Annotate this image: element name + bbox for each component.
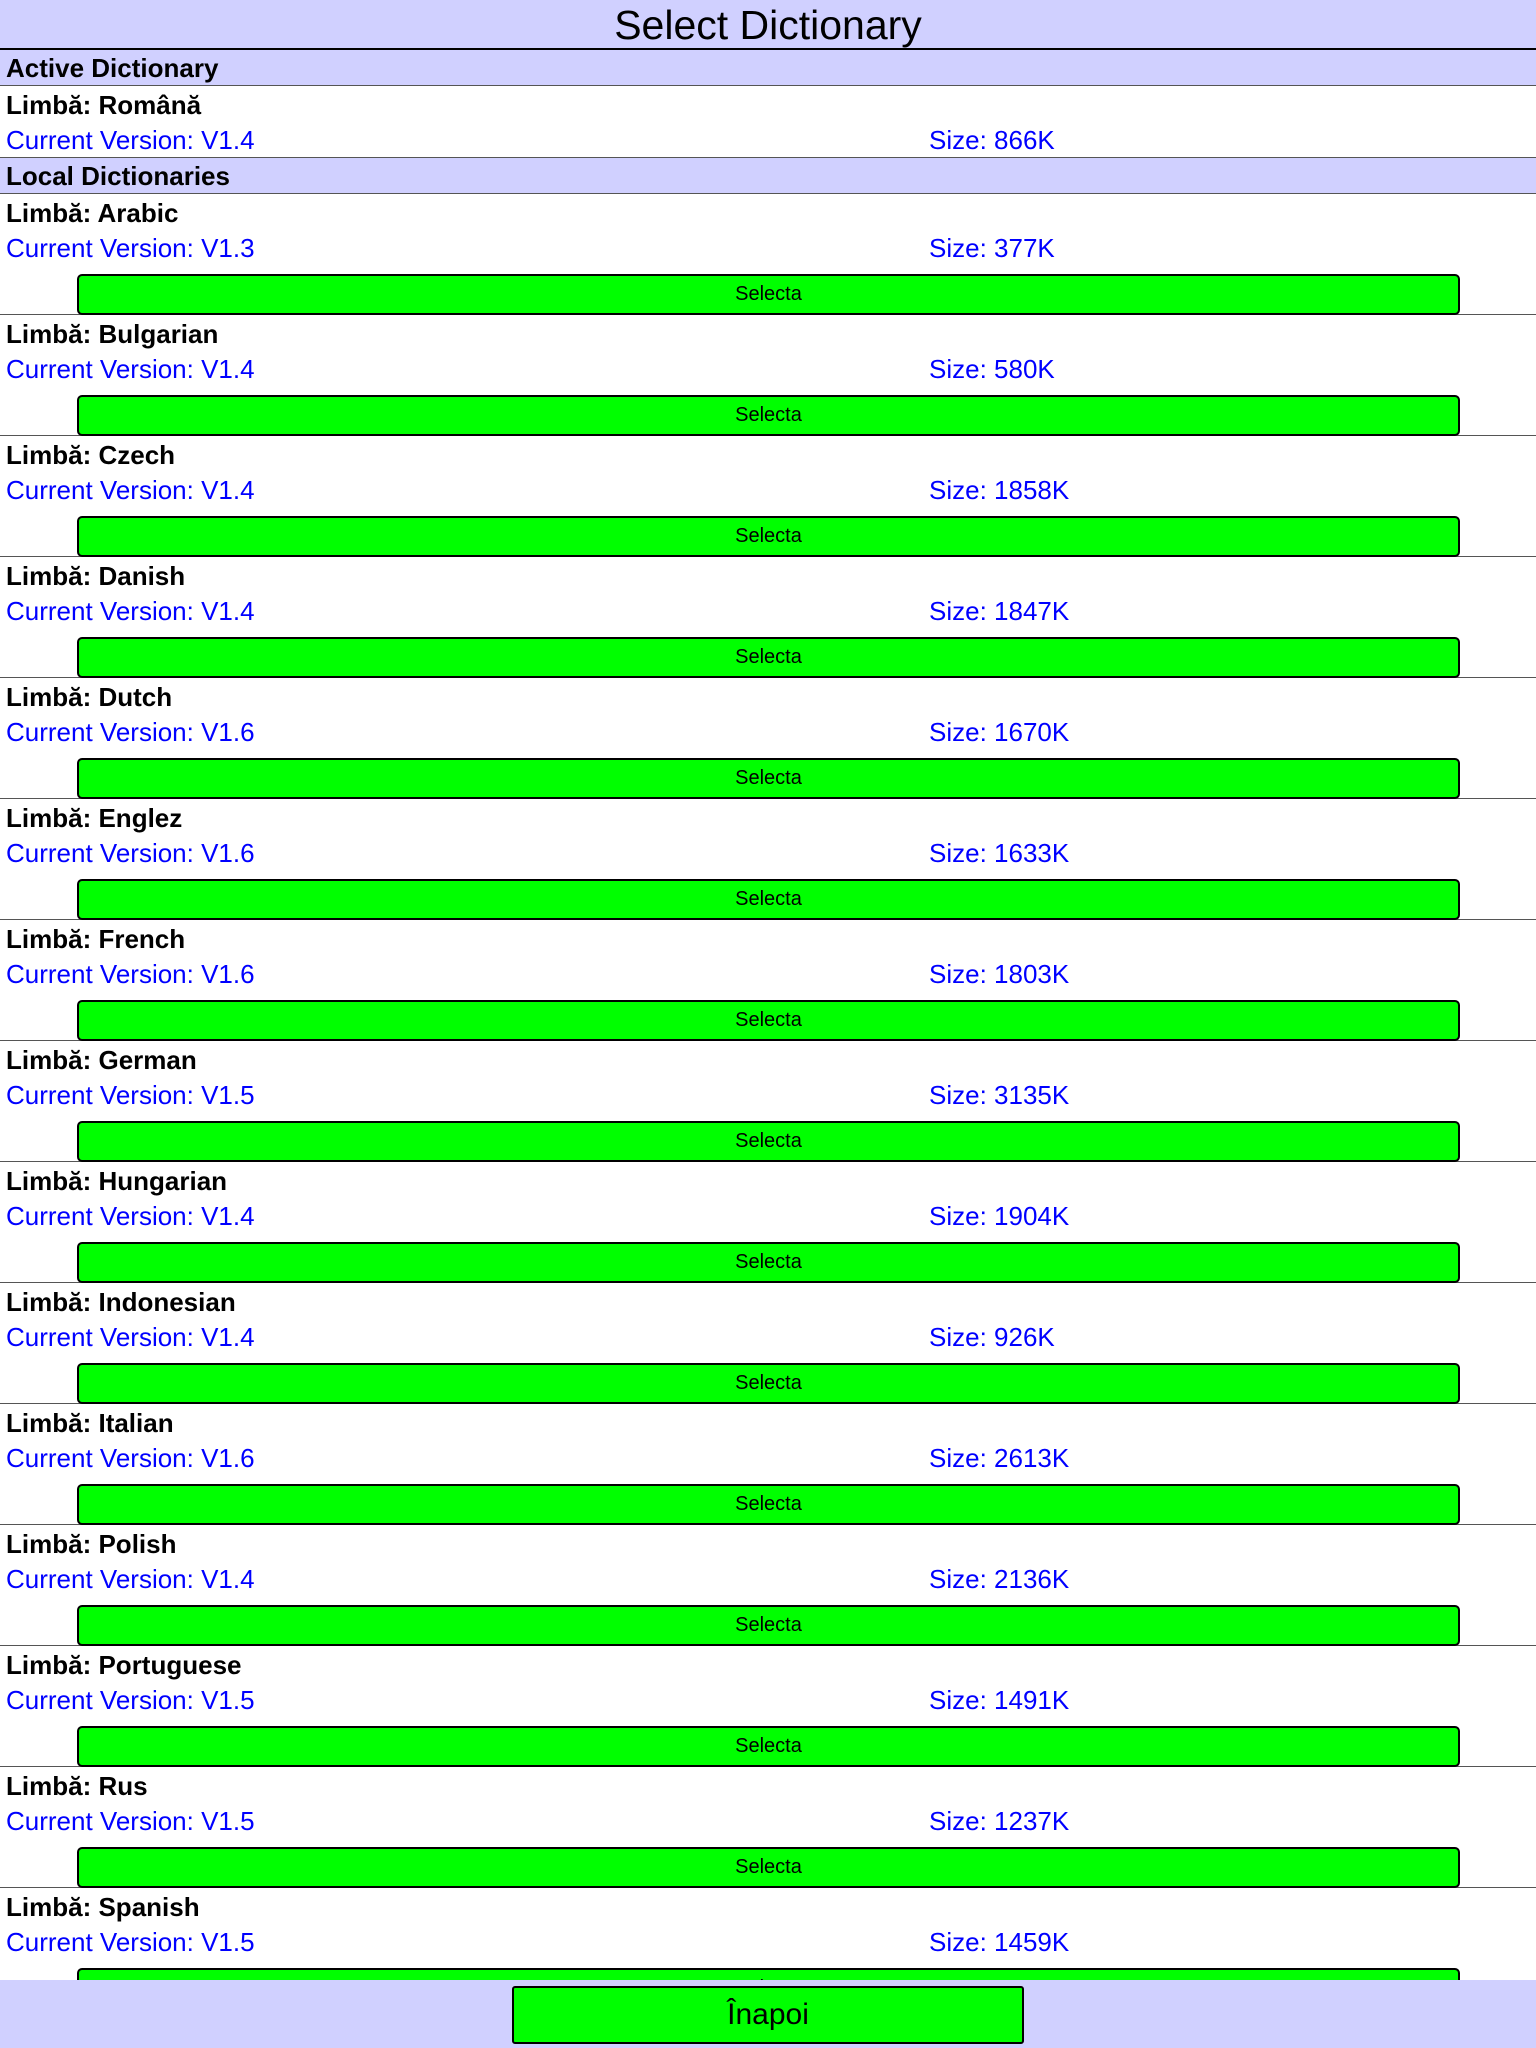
dictionary-version: Current Version: V1.4 (6, 1322, 255, 1352)
language-prefix: Limbă: (6, 682, 92, 712)
dictionary-size: Size: 2613K (929, 1443, 1070, 1473)
language-name: Dutch (98, 682, 173, 712)
active-version: Current Version: V1.4 (6, 125, 255, 155)
dictionary-size: Size: 2136K (929, 1564, 1070, 1594)
dictionary-item (0, 557, 1536, 678)
footer-bar (0, 1980, 1536, 2048)
select-button[interactable]: Selecta (77, 1121, 1460, 1162)
dictionary-language (6, 1043, 197, 1077)
dictionary-item (0, 799, 1536, 920)
dictionary-language (6, 1285, 236, 1319)
language-prefix: Limbă: (6, 1771, 92, 1801)
language-prefix: Limbă: (6, 924, 92, 954)
local-dictionaries-list (0, 194, 1536, 2009)
dictionary-item (0, 1525, 1536, 1646)
dictionary-language (6, 196, 178, 230)
dictionary-item (0, 194, 1536, 315)
dictionary-item (0, 678, 1536, 799)
dictionary-version: Current Version: V1.4 (6, 354, 255, 384)
dictionary-version: Current Version: V1.4 (6, 475, 255, 505)
language-prefix: Limbă: (6, 1892, 92, 1922)
select-button[interactable]: Selecta (77, 1242, 1460, 1283)
language-name: French (98, 924, 186, 954)
select-button[interactable]: Selecta (77, 1605, 1460, 1646)
dictionary-size: Size: 1904K (929, 1201, 1070, 1231)
language-prefix: Limbă: (6, 561, 92, 591)
dictionary-version: Current Version: V1.4 (6, 596, 255, 626)
dictionary-version: Current Version: V1.6 (6, 959, 255, 989)
dictionary-language (6, 1527, 176, 1561)
dictionary-size: Size: 1847K (929, 596, 1070, 626)
language-prefix: Limbă: (6, 319, 92, 349)
active-language (6, 88, 201, 122)
language-prefix: Limbă: (6, 1650, 92, 1680)
dictionary-version: Current Version: V1.3 (6, 233, 255, 263)
dictionary-size: Size: 1633K (929, 838, 1070, 868)
language-name: Italian (98, 1408, 174, 1438)
language-name: Arabic (97, 198, 179, 228)
language-prefix: Limbă: (6, 1408, 92, 1438)
active-dictionary-header: Active Dictionary (0, 50, 1536, 86)
language-prefix: Limbă: (6, 1287, 92, 1317)
dictionary-language (6, 317, 218, 351)
language-name: Spanish (98, 1892, 200, 1922)
select-button[interactable]: Selecta (77, 879, 1460, 920)
language-prefix: Limbă: (6, 440, 92, 470)
language-prefix: Limbă: (6, 198, 92, 228)
select-button[interactable]: Selecta (77, 516, 1460, 557)
language-name: Hungarian (98, 1166, 228, 1196)
dictionary-language (6, 922, 185, 956)
language-prefix: Limbă: (6, 803, 92, 833)
language-name: Polish (98, 1529, 177, 1559)
language-name: Indonesian (98, 1287, 236, 1317)
language-name: Română (98, 90, 202, 120)
language-name: Rus (98, 1771, 148, 1801)
dictionary-version: Current Version: V1.5 (6, 1080, 255, 1110)
dictionary-item (0, 315, 1536, 436)
language-prefix: Limbă: (6, 90, 92, 120)
dictionary-language (6, 1769, 148, 1803)
dictionary-item (0, 1404, 1536, 1525)
dictionary-version: Current Version: V1.5 (6, 1685, 255, 1715)
dictionary-size: Size: 1858K (929, 475, 1070, 505)
language-name: Englez (98, 803, 183, 833)
dictionary-version: Current Version: V1.5 (6, 1806, 255, 1836)
active-dictionary-entry (0, 86, 1536, 158)
dictionary-language (6, 1164, 227, 1198)
dictionary-language (6, 559, 185, 593)
dictionary-language (6, 438, 175, 472)
back-button[interactable]: Înapoi (512, 1986, 1024, 2044)
language-name: Danish (98, 561, 186, 591)
select-button[interactable]: Selecta (77, 1000, 1460, 1041)
dictionary-size: Size: 1491K (929, 1685, 1070, 1715)
dictionary-language (6, 1406, 174, 1440)
active-size: Size: 866K (929, 125, 1055, 155)
select-button[interactable]: Selecta (77, 1726, 1460, 1767)
dictionary-size: Size: 1459K (929, 1927, 1070, 1957)
dictionary-language (6, 801, 182, 835)
dictionary-list[interactable] (0, 50, 1536, 1980)
language-prefix: Limbă: (6, 1045, 92, 1075)
dictionary-size: Size: 3135K (929, 1080, 1070, 1110)
select-button[interactable]: Selecta (77, 758, 1460, 799)
local-dictionaries-header: Local Dictionaries (0, 158, 1536, 194)
dictionary-version: Current Version: V1.5 (6, 1927, 255, 1957)
dictionary-version: Current Version: V1.6 (6, 717, 255, 747)
dictionary-item (0, 436, 1536, 557)
select-button[interactable]: Selecta (77, 395, 1460, 436)
dictionary-size: Size: 926K (929, 1322, 1055, 1352)
dictionary-size: Size: 580K (929, 354, 1055, 384)
dictionary-item (0, 1041, 1536, 1162)
dictionary-version: Current Version: V1.6 (6, 1443, 255, 1473)
select-button[interactable]: Selecta (77, 1363, 1460, 1404)
dictionary-item (0, 1162, 1536, 1283)
select-button[interactable]: Selecta (77, 1847, 1460, 1888)
select-button[interactable]: Selecta (77, 1484, 1460, 1525)
language-name: German (98, 1045, 197, 1075)
dictionary-version: Current Version: V1.4 (6, 1564, 255, 1594)
language-prefix: Limbă: (6, 1529, 92, 1559)
dictionary-language (6, 1890, 200, 1924)
dictionary-size: Size: 1237K (929, 1806, 1070, 1836)
language-name: Portuguese (98, 1650, 242, 1680)
dictionary-size: Size: 1670K (929, 717, 1070, 747)
dictionary-item (0, 1283, 1536, 1404)
select-button[interactable]: Selecta (77, 274, 1460, 315)
language-name: Bulgarian (98, 319, 219, 349)
dictionary-item (0, 1646, 1536, 1767)
dictionary-version: Current Version: V1.6 (6, 838, 255, 868)
dictionary-item (0, 1767, 1536, 1888)
page-title: Select Dictionary (0, 0, 1536, 50)
dictionary-language (6, 1648, 242, 1682)
dictionary-item (0, 920, 1536, 1041)
dictionary-size: Size: 1803K (929, 959, 1070, 989)
dictionary-language (6, 680, 172, 714)
dictionary-version: Current Version: V1.4 (6, 1201, 255, 1231)
select-button[interactable]: Selecta (77, 637, 1460, 678)
language-name: Czech (98, 440, 176, 470)
dictionary-size: Size: 377K (929, 233, 1055, 263)
language-prefix: Limbă: (6, 1166, 92, 1196)
